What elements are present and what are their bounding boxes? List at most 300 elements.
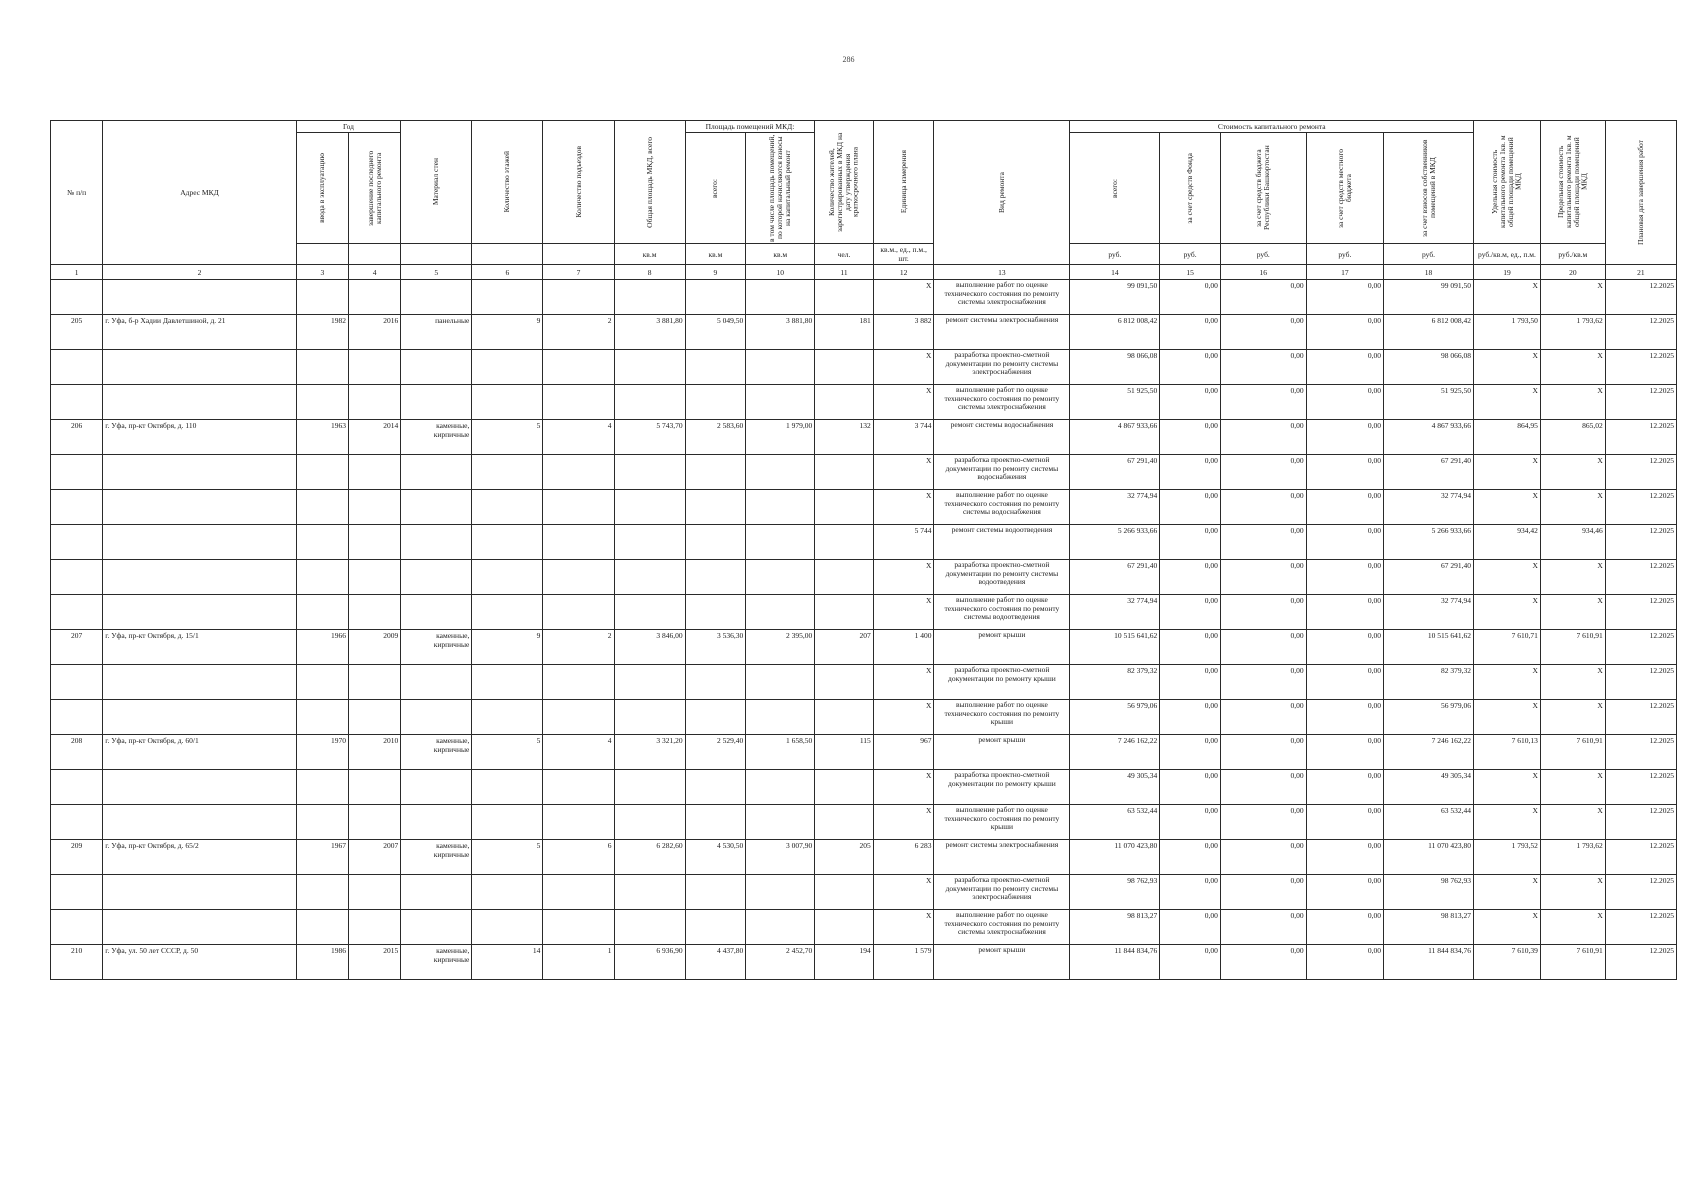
table-cell	[614, 350, 685, 385]
table-cell	[614, 875, 685, 910]
table-cell: 5	[472, 735, 543, 770]
table-cell	[746, 525, 815, 560]
table-cell	[51, 770, 103, 805]
table-cell	[296, 350, 348, 385]
table-cell	[543, 700, 614, 735]
header-cost-local: за счет средств местного бюджета	[1306, 133, 1383, 244]
table-cell	[746, 805, 815, 840]
table-cell: 3 881,80	[746, 315, 815, 350]
table-cell: 0,00	[1160, 350, 1221, 385]
table-cell: 864,95	[1474, 420, 1541, 455]
table-cell: X	[873, 805, 934, 840]
column-number-cell: 21	[1605, 265, 1676, 280]
table-cell: X	[1540, 805, 1605, 840]
table-cell: разработка проектно-сметной документации по ремонту крыши	[934, 665, 1070, 700]
table-cell	[103, 490, 296, 525]
header-address: Адрес МКД	[103, 121, 296, 265]
table-cell	[685, 350, 746, 385]
table-cell: 67 291,40	[1070, 560, 1160, 595]
table-cell	[348, 455, 400, 490]
table-cell	[746, 455, 815, 490]
table-cell	[746, 560, 815, 595]
table-cell: 2010	[348, 735, 400, 770]
table-cell	[543, 910, 614, 945]
table-cell	[685, 385, 746, 420]
table-cell	[296, 700, 348, 735]
table-cell	[746, 350, 815, 385]
table-cell	[51, 350, 103, 385]
table-cell	[746, 595, 815, 630]
unit-cell	[296, 244, 348, 265]
table-cell: 6 282,60	[614, 840, 685, 875]
table-cell	[348, 350, 400, 385]
table-cell: 12.2025	[1605, 595, 1676, 630]
table-cell: 0,00	[1220, 455, 1306, 490]
table-cell: X	[873, 770, 934, 805]
table-cell	[815, 525, 874, 560]
table-cell	[614, 770, 685, 805]
table-cell: 98 813,27	[1070, 910, 1160, 945]
column-number-cell: 8	[614, 265, 685, 280]
table-cell: 32 774,94	[1070, 490, 1160, 525]
table-cell	[746, 700, 815, 735]
header-year-group: Год	[296, 121, 401, 133]
table-cell	[348, 805, 400, 840]
table-cell: 0,00	[1160, 490, 1221, 525]
table-cell: 4 437,80	[685, 945, 746, 980]
table-cell: 1966	[296, 630, 348, 665]
table-cell: панельные	[401, 315, 472, 350]
table-cell	[348, 665, 400, 700]
table-cell	[614, 560, 685, 595]
table-cell: 11 844 834,76	[1070, 945, 1160, 980]
table-cell	[746, 875, 815, 910]
table-cell	[348, 700, 400, 735]
table-cell	[815, 665, 874, 700]
table-cell: 12.2025	[1605, 455, 1676, 490]
unit-cell: руб./кв.м, ед., п.м.	[1474, 244, 1541, 265]
table-cell: 7 246 162,22	[1384, 735, 1474, 770]
table-cell	[51, 560, 103, 595]
table-cell: 208	[51, 735, 103, 770]
table-cell: X	[1540, 665, 1605, 700]
table-cell	[51, 875, 103, 910]
table-cell: X	[1474, 595, 1541, 630]
column-number-cell: 6	[472, 265, 543, 280]
table-cell: г. Уфа, б-р Хадии Давлетшиной, д. 21	[103, 315, 296, 350]
table-cell: 865,02	[1540, 420, 1605, 455]
table-cell: 1 979,00	[746, 420, 815, 455]
table-cell	[51, 385, 103, 420]
table-cell: 12.2025	[1605, 665, 1676, 700]
table-cell: 4 530,50	[685, 840, 746, 875]
table-cell: 0,00	[1306, 665, 1383, 700]
table-cell	[614, 910, 685, 945]
table-cell: 0,00	[1220, 525, 1306, 560]
table-row	[51, 875, 1677, 910]
table-cell	[51, 805, 103, 840]
table-cell: X	[1474, 700, 1541, 735]
table-cell	[685, 525, 746, 560]
table-cell	[614, 700, 685, 735]
table-cell: 2 529,40	[685, 735, 746, 770]
table-cell: 0,00	[1306, 840, 1383, 875]
table-cell	[746, 910, 815, 945]
table-cell	[103, 805, 296, 840]
table-cell: 6 812 008,42	[1070, 315, 1160, 350]
table-cell	[543, 455, 614, 490]
table-cell	[348, 910, 400, 945]
table-cell: 12.2025	[1605, 875, 1676, 910]
table-cell: 0,00	[1306, 595, 1383, 630]
table-cell: 1986	[296, 945, 348, 980]
unit-cell	[543, 244, 614, 265]
table-cell	[685, 700, 746, 735]
table-cell	[472, 350, 543, 385]
table-cell: разработка проектно-сметной документации по ремонту системы водоотведения	[934, 560, 1070, 595]
table-cell: 0,00	[1160, 315, 1221, 350]
table-cell: 0,00	[1160, 945, 1221, 980]
table-cell: 0,00	[1160, 665, 1221, 700]
table-cell: 14	[472, 945, 543, 980]
table-cell	[103, 770, 296, 805]
table-cell: 32 774,94	[1384, 595, 1474, 630]
column-number-cell: 9	[685, 265, 746, 280]
table-cell: 82 379,32	[1070, 665, 1160, 700]
column-number-cell: 1	[51, 265, 103, 280]
table-cell: 934,46	[1540, 525, 1605, 560]
table-cell	[296, 770, 348, 805]
unit-cell: чел.	[815, 244, 874, 265]
table-cell	[472, 770, 543, 805]
table-cell: 98 066,08	[1070, 350, 1160, 385]
table-row	[51, 805, 1677, 840]
table-cell: 7 246 162,22	[1070, 735, 1160, 770]
table-cell	[815, 595, 874, 630]
table-cell: 2007	[348, 840, 400, 875]
table-cell: 12.2025	[1605, 735, 1676, 770]
table-cell: X	[1540, 280, 1605, 315]
table-cell: 5 266 933,66	[1070, 525, 1160, 560]
table-cell: X	[1474, 560, 1541, 595]
table-cell: X	[873, 875, 934, 910]
table-cell: 0,00	[1160, 700, 1221, 735]
table-row	[51, 420, 1677, 455]
table-cell	[348, 770, 400, 805]
table-cell: 5 743,70	[614, 420, 685, 455]
table-cell: X	[1540, 455, 1605, 490]
table-cell	[815, 385, 874, 420]
table-cell: 0,00	[1220, 630, 1306, 665]
table-cell: 4	[543, 420, 614, 455]
table-cell: X	[873, 350, 934, 385]
table-cell	[746, 280, 815, 315]
table-cell	[296, 875, 348, 910]
table-row	[51, 770, 1677, 805]
table-cell: 12.2025	[1605, 840, 1676, 875]
table-cell: 32 774,94	[1384, 490, 1474, 525]
table-cell	[685, 910, 746, 945]
table-cell	[472, 490, 543, 525]
table-cell	[472, 560, 543, 595]
table-body	[51, 280, 1677, 980]
table-cell: 51 925,50	[1384, 385, 1474, 420]
table-cell: 3 881,80	[614, 315, 685, 350]
table-cell: 10 515 641,62	[1070, 630, 1160, 665]
table-cell: 5	[472, 420, 543, 455]
table-cell: X	[873, 560, 934, 595]
table-cell	[401, 665, 472, 700]
table-cell	[614, 490, 685, 525]
table-cell: 3 846,00	[614, 630, 685, 665]
table-cell: 0,00	[1306, 280, 1383, 315]
table-cell: 2 583,60	[685, 420, 746, 455]
table-cell: 1 658,50	[746, 735, 815, 770]
header-premises-contrib: в том числе площадь помещений, по которой начисляются взносы на капитальный ремонт	[746, 133, 815, 244]
table-row	[51, 455, 1677, 490]
table-cell: 115	[815, 735, 874, 770]
table-cell: каменные, кирпичные	[401, 945, 472, 980]
table-cell: 9	[472, 630, 543, 665]
table-cell	[348, 280, 400, 315]
table-cell: X	[1474, 665, 1541, 700]
table-cell	[472, 700, 543, 735]
table-cell: X	[873, 455, 934, 490]
table-cell: 98 066,08	[1384, 350, 1474, 385]
table-cell: 6 812 008,42	[1384, 315, 1474, 350]
table-cell: 99 091,50	[1384, 280, 1474, 315]
table-cell	[103, 280, 296, 315]
table-cell	[401, 455, 472, 490]
unit-cell: кв.м	[685, 244, 746, 265]
table-cell	[746, 490, 815, 525]
column-number-cell: 19	[1474, 265, 1541, 280]
table-cell	[348, 385, 400, 420]
table-cell	[103, 560, 296, 595]
header-num: № п/п	[51, 121, 103, 265]
table-cell: 0,00	[1220, 665, 1306, 700]
table-cell: 12.2025	[1605, 805, 1676, 840]
table-cell	[401, 770, 472, 805]
table-row	[51, 385, 1677, 420]
table-cell	[296, 595, 348, 630]
table-cell: X	[1540, 490, 1605, 525]
table-cell: X	[1474, 490, 1541, 525]
table-row	[51, 630, 1677, 665]
table-cell: 5 744	[873, 525, 934, 560]
table-cell	[103, 875, 296, 910]
table-cell: X	[873, 595, 934, 630]
table-cell	[348, 595, 400, 630]
header-year-last-repair: завершение последнего капитального ремонта	[348, 133, 400, 244]
table-cell: 0,00	[1306, 910, 1383, 945]
table-cell: 2016	[348, 315, 400, 350]
table-cell	[614, 455, 685, 490]
table-cell: X	[873, 910, 934, 945]
header-plan-date: Плановая дата завершения работ	[1605, 121, 1676, 265]
table-cell	[746, 665, 815, 700]
header-cost-owners: за счет взносов собственников помещений в МКД	[1384, 133, 1474, 244]
table-cell: ремонт системы водоотведения	[934, 525, 1070, 560]
table-cell: 209	[51, 840, 103, 875]
table-cell: 2014	[348, 420, 400, 455]
table-cell: X	[1540, 910, 1605, 945]
table-cell: X	[1540, 595, 1605, 630]
table-cell	[815, 280, 874, 315]
table-cell: 0,00	[1160, 840, 1221, 875]
table-cell: 0,00	[1306, 350, 1383, 385]
table-cell: 2 395,00	[746, 630, 815, 665]
table-cell: 3 536,30	[685, 630, 746, 665]
column-number-cell: 5	[401, 265, 472, 280]
table-cell	[815, 455, 874, 490]
table-cell	[543, 350, 614, 385]
table-cell	[685, 280, 746, 315]
header-year-commission: ввода в эксплуатацию	[296, 133, 348, 244]
table-cell: X	[1540, 560, 1605, 595]
table-cell: 12.2025	[1605, 945, 1676, 980]
table-cell	[472, 805, 543, 840]
table-cell: выполнение работ по оценке технического состояния по ремонту крыши	[934, 805, 1070, 840]
table-cell: ремонт крыши	[934, 735, 1070, 770]
table-cell: 0,00	[1306, 945, 1383, 980]
table-cell: 2 452,70	[746, 945, 815, 980]
table-cell: 0,00	[1160, 455, 1221, 490]
table-cell	[614, 525, 685, 560]
table-cell: X	[1474, 875, 1541, 910]
table-cell: 67 291,40	[1384, 455, 1474, 490]
table-cell: X	[1474, 805, 1541, 840]
page-number: 286	[842, 55, 855, 64]
table-cell	[51, 910, 103, 945]
table-cell: выполнение работ по оценке технического состояния по ремонту системы электроснабжения	[934, 280, 1070, 315]
table-cell	[543, 525, 614, 560]
table-cell: 0,00	[1220, 840, 1306, 875]
table-cell: разработка проектно-сметной документации по ремонту системы водоснабжения	[934, 455, 1070, 490]
table-cell: 2	[543, 315, 614, 350]
table-cell	[815, 350, 874, 385]
table-cell: 12.2025	[1605, 910, 1676, 945]
column-number-cell: 17	[1306, 265, 1383, 280]
header-total-area: Общая площадь МКД, всего	[614, 121, 685, 244]
table-cell: разработка проектно-сметной документации по ремонту крыши	[934, 770, 1070, 805]
table-cell	[296, 385, 348, 420]
table-cell: ремонт системы электроснабжения	[934, 840, 1070, 875]
table-cell: 0,00	[1220, 560, 1306, 595]
table-cell: 1963	[296, 420, 348, 455]
table-cell	[543, 595, 614, 630]
header-cost-group: Стоимость капитального ремонта	[1070, 121, 1474, 133]
unit-cell: руб.	[1220, 244, 1306, 265]
table-cell	[543, 490, 614, 525]
column-number-cell: 4	[348, 265, 400, 280]
table-cell	[543, 875, 614, 910]
table-cell: 0,00	[1160, 910, 1221, 945]
unit-cell	[348, 244, 400, 265]
table-cell	[51, 490, 103, 525]
table-cell: 0,00	[1220, 945, 1306, 980]
table-cell: 0,00	[1306, 735, 1383, 770]
table-cell: 0,00	[1160, 735, 1221, 770]
table-row	[51, 315, 1677, 350]
table-cell	[543, 805, 614, 840]
column-number-cell: 3	[296, 265, 348, 280]
table-cell	[614, 280, 685, 315]
table-cell	[401, 910, 472, 945]
table-cell	[401, 875, 472, 910]
table-row	[51, 910, 1677, 945]
table-row	[51, 735, 1677, 770]
table-cell: 4	[543, 735, 614, 770]
table-cell	[103, 455, 296, 490]
table-cell: 7 610,13	[1474, 735, 1541, 770]
table-cell: каменные, кирпичные	[401, 735, 472, 770]
table-cell: 0,00	[1306, 560, 1383, 595]
table-cell: г. Уфа, пр-кт Октября, д. 60/1	[103, 735, 296, 770]
table-cell: 2015	[348, 945, 400, 980]
table-cell: 3 321,20	[614, 735, 685, 770]
header-entrances: Количество подъездов	[543, 121, 614, 244]
table-cell: 0,00	[1220, 770, 1306, 805]
table-cell	[103, 910, 296, 945]
table-cell	[348, 490, 400, 525]
table-cell	[51, 525, 103, 560]
table-cell: 5 049,50	[685, 315, 746, 350]
table-cell: 194	[815, 945, 874, 980]
header-cost-total: всего:	[1070, 133, 1160, 244]
table-cell: 3 744	[873, 420, 934, 455]
table-cell: 0,00	[1306, 420, 1383, 455]
table-cell	[296, 525, 348, 560]
table-cell: 11 844 834,76	[1384, 945, 1474, 980]
table-cell: 3 007,90	[746, 840, 815, 875]
unit-cell: кв.м	[746, 244, 815, 265]
table-cell: 4 867 933,66	[1384, 420, 1474, 455]
table-cell: X	[1474, 280, 1541, 315]
table-cell: 12.2025	[1605, 280, 1676, 315]
table-cell	[614, 385, 685, 420]
table-cell: 56 979,06	[1384, 700, 1474, 735]
table-cell: 12.2025	[1605, 770, 1676, 805]
table-cell: выполнение работ по оценке технического состояния по ремонту системы электроснабжения	[934, 385, 1070, 420]
table-cell: 0,00	[1160, 770, 1221, 805]
table-cell	[401, 525, 472, 560]
table-cell	[103, 525, 296, 560]
table-cell: каменные, кирпичные	[401, 840, 472, 875]
table-cell: X	[1540, 350, 1605, 385]
table-cell: выполнение работ по оценке технического состояния по ремонту системы водоотведения	[934, 595, 1070, 630]
unit-cell: руб./кв.м	[1540, 244, 1605, 265]
table-cell: 63 532,44	[1070, 805, 1160, 840]
table-cell	[685, 770, 746, 805]
table-cell: 7 610,91	[1540, 630, 1605, 665]
table-cell: 206	[51, 420, 103, 455]
table-cell: 5 266 933,66	[1384, 525, 1474, 560]
table-cell	[815, 770, 874, 805]
table-cell	[401, 280, 472, 315]
table-cell: 11 070 423,80	[1384, 840, 1474, 875]
unit-cell: руб.	[1160, 244, 1221, 265]
table-cell	[815, 560, 874, 595]
table-cell: 98 762,93	[1384, 875, 1474, 910]
table-cell: 210	[51, 945, 103, 980]
table-cell: 0,00	[1160, 385, 1221, 420]
table-cell	[472, 910, 543, 945]
table-cell: 0,00	[1160, 630, 1221, 665]
table-cell: X	[1540, 700, 1605, 735]
table-cell	[543, 280, 614, 315]
table-cell: 7 610,39	[1474, 945, 1541, 980]
